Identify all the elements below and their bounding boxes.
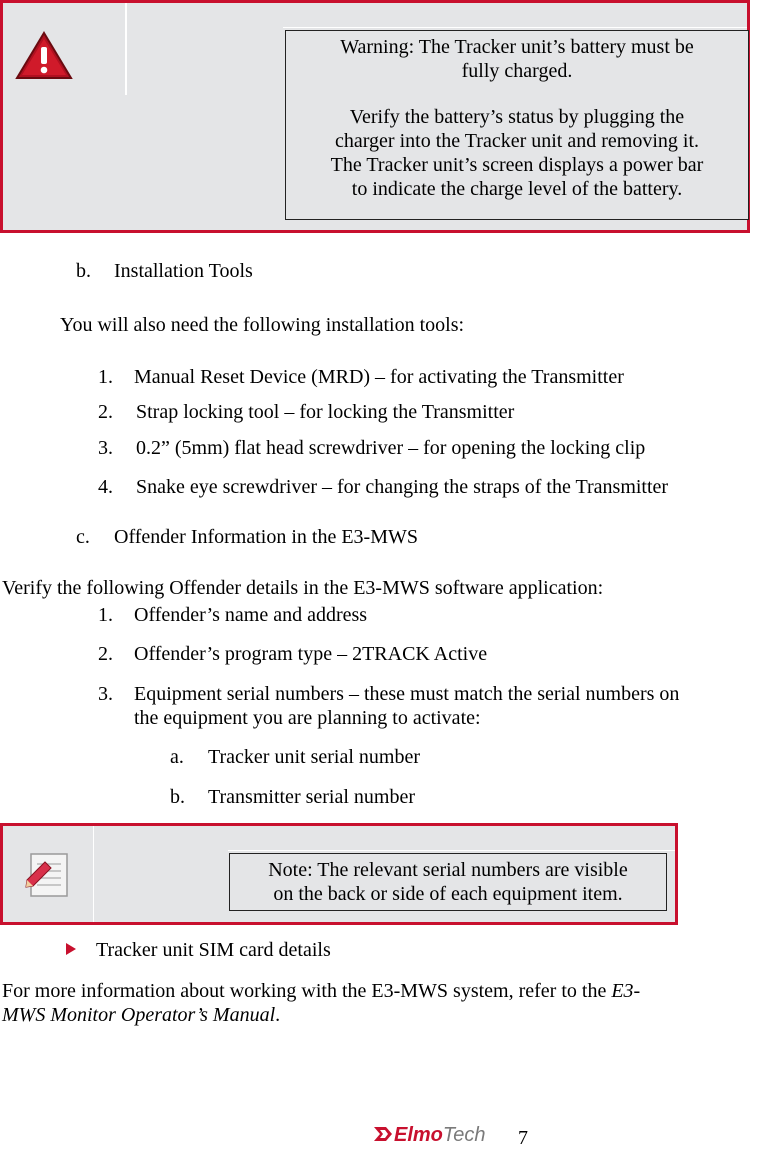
tool-item-4-text: Snake eye screwdriver – for changing the straps of the Transmitter	[136, 476, 669, 498]
tool-item-2-text: Strap locking tool – for locking the Transmitter	[136, 401, 515, 423]
tool-item-2-num: 2.	[98, 401, 113, 423]
warning-icon-cell	[3, 3, 126, 95]
sim-card-bullet-text: Tracker unit SIM card details	[96, 939, 331, 961]
note-icon-cell	[3, 826, 94, 922]
page-number: 7	[518, 1127, 528, 1149]
closing-manual-ref-2: MWS Monitor Operator’s Manual	[2, 1004, 276, 1026]
closing-period: .	[275, 1004, 281, 1026]
tool-item-3-num: 3.	[98, 437, 113, 459]
warning-textbox	[285, 30, 749, 220]
triangle-bullet-icon	[65, 942, 77, 956]
offender-item-3-num: 3.	[98, 683, 113, 705]
serial-subitem-a-num: a.	[170, 746, 184, 768]
warning-line-1: Warning: The Tracker unit’s battery must be	[340, 36, 694, 58]
note-line-1: Note: The relevant serial numbers are visible	[268, 859, 628, 881]
tool-item-1-num: 1.	[98, 366, 113, 388]
note-textbox	[229, 853, 667, 911]
warning-line-2: fully charged.	[461, 60, 573, 82]
tool-item-4-num: 4.	[98, 476, 113, 498]
warning-line-4: charger into the Tracker unit and removing it.	[335, 130, 699, 152]
section-b-title: Installation Tools	[114, 260, 253, 282]
serial-subitem-a-text: Tracker unit serial number	[208, 746, 420, 768]
tool-item-3-text: 0.2” (5mm) flat head screwdriver – for opening the locking clip	[136, 437, 646, 459]
serial-subitem-b-num: b.	[170, 786, 185, 808]
section-b-intro: You will also need the following installation tools:	[60, 314, 465, 336]
closing-line-2	[2, 1003, 280, 1027]
offender-item-3-text-cont: the equipment you are planning to activate:	[134, 707, 481, 729]
warning-line-3: Verify the battery’s status by plugging the	[349, 106, 685, 128]
tool-item-1-text: Manual Reset Device (MRD) – for activating the Transmitter	[134, 366, 624, 388]
note-callout	[0, 823, 678, 925]
closing-text-1: For more information about working with the E3-MWS system, refer to the	[2, 980, 612, 1002]
section-c-marker: c.	[76, 526, 90, 548]
offender-item-1-text: Offender’s name and address	[134, 604, 368, 626]
offender-item-1-num: 1.	[98, 604, 113, 626]
offender-item-2-num: 2.	[98, 643, 113, 665]
offender-item-3-text: Equipment serial numbers – these must match the serial numbers on	[134, 683, 680, 705]
section-c-title: Offender Information in the E3-MWS	[114, 526, 418, 548]
section-c-intro: Verify the following Offender details in the E3-MWS software application:	[2, 577, 604, 599]
logo-prefix: Elmo	[394, 1124, 443, 1146]
note-pencil-icon	[23, 850, 73, 900]
warning-callout	[0, 0, 750, 233]
section-b-marker: b.	[76, 260, 91, 282]
closing-manual-ref-1: E3-	[611, 980, 641, 1002]
elmotech-logo	[372, 1124, 486, 1148]
offender-item-2-text: Offender’s program type – 2TRACK Active	[134, 643, 488, 665]
closing-line-1	[2, 979, 640, 1003]
note-line-2: on the back or side of each equipment item.	[273, 883, 623, 905]
warning-line-5: The Tracker unit’s screen displays a power bar	[330, 154, 704, 176]
serial-subitem-b-text: Transmitter serial number	[208, 786, 416, 808]
warning-line-6: to indicate the charge level of the battery.	[351, 178, 683, 200]
logo-suffix: Tech	[442, 1124, 486, 1146]
warning-triangle-icon	[15, 31, 73, 81]
logo-mark-icon	[372, 1125, 394, 1143]
